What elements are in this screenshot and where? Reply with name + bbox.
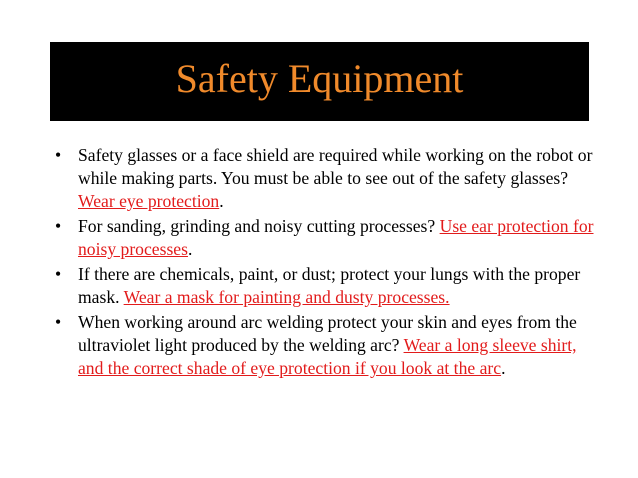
answer-link-mask[interactable]: Wear a mask for painting and dusty processes. (123, 287, 450, 307)
bullet-item-mask (51, 263, 597, 309)
bullet-suffix: . (501, 358, 506, 378)
answer-link-eye-protection[interactable]: Wear eye protection (78, 191, 220, 211)
bullet-item-eye-protection (51, 144, 597, 213)
bullet-item-ear-protection (51, 215, 597, 261)
bullet-question: If there are chemicals, paint, or dust; protect your lungs with the proper mask. (78, 264, 581, 307)
bullet-question: For sanding, grinding and noisy cutting processes? (78, 216, 440, 236)
bullet-suffix: . (219, 191, 224, 211)
bullet-item-arc-welding (51, 311, 597, 380)
bullet-marker: • (55, 312, 62, 332)
bullet-list (51, 144, 597, 382)
bullet-marker: • (55, 216, 62, 236)
answer-link-ear-protection[interactable]: Use ear protection for noisy processes (78, 216, 594, 259)
slide-title: Safety Equipment (175, 55, 464, 101)
bullet-question: Safety glasses or a face shield are required while working on the robot or while making parts. You must be able to see out of the safety glasses? (78, 145, 593, 188)
bullet-question: When working around arc welding protect your skin and eyes from the ultraviolet light produced by the welding arc? (78, 312, 577, 355)
title-bar (50, 42, 589, 121)
answer-link-arc-welding[interactable]: Wear a long sleeve shirt, and the correct shade of eye protection if you look at the arc (78, 335, 577, 378)
bullet-suffix: . (187, 239, 193, 259)
bullet-marker: • (55, 264, 62, 284)
bullet-marker: • (55, 145, 62, 165)
